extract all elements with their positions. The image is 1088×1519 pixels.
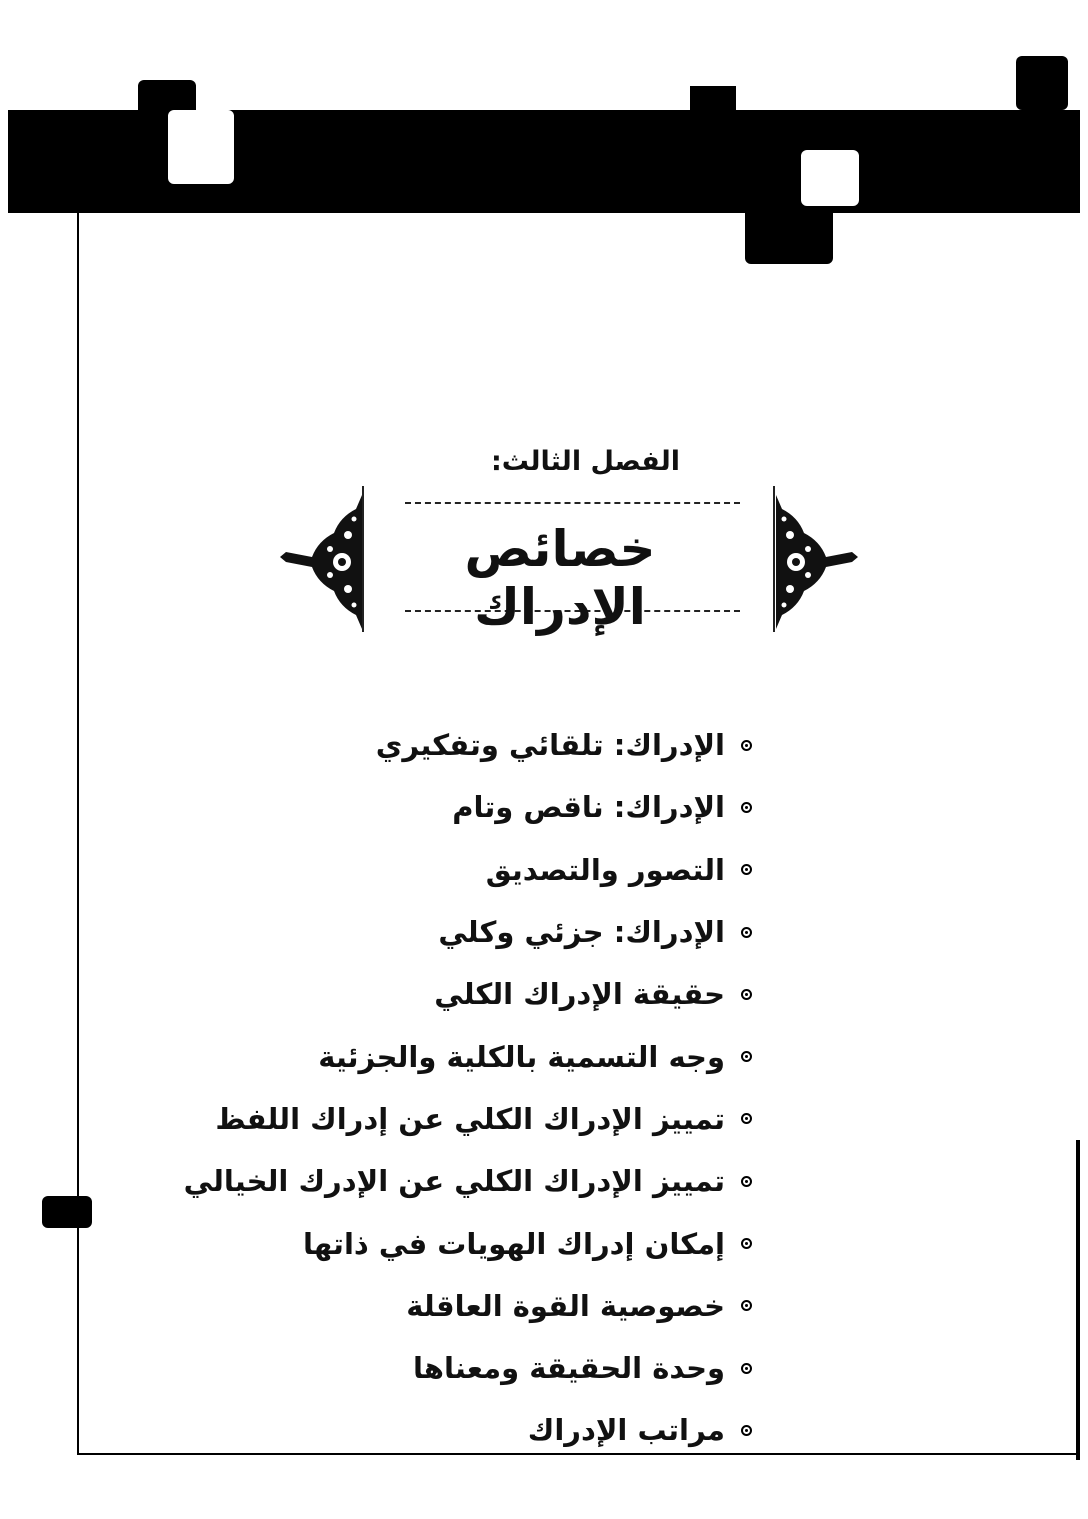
- list-item: الإدراك: تلقائي وتفكيري: [184, 714, 752, 776]
- list-item: وجه التسمية بالكلية والجزئية: [184, 1025, 752, 1087]
- ornament-right-icon: [774, 495, 860, 629]
- bullet-icon: [741, 1300, 752, 1311]
- bullet-icon: [741, 989, 752, 1000]
- list-item: تمييز الإدراك الكلي عن الإدرك الخيالي: [184, 1150, 752, 1212]
- list-item: التصور والتصديق: [184, 839, 752, 901]
- list-item: الإدراك: جزئي وكلي: [184, 901, 752, 963]
- bullet-icon: [741, 1113, 752, 1124]
- ornament-left-icon: [278, 495, 364, 629]
- side-tab-marker: [42, 1196, 92, 1228]
- chapter-title: خصائص الإدراك: [464, 520, 656, 636]
- bullet-icon: [741, 864, 752, 875]
- frame-left-line: [77, 212, 79, 1455]
- bullet-icon: [741, 927, 752, 938]
- list-item: مراتب الإدراك: [184, 1399, 752, 1461]
- frame-right-mark: [1076, 1140, 1080, 1460]
- list-item: تمييز الإدراك الكلي عن إدراك اللفظ: [184, 1088, 752, 1150]
- list-item: الإدراك: ناقص وتام: [184, 776, 752, 838]
- bullet-icon: [741, 740, 752, 751]
- list-item: إمكان إدراك الهويات في ذاتها: [184, 1212, 752, 1274]
- bullet-icon: [741, 802, 752, 813]
- bullet-icon: [741, 1051, 752, 1062]
- bullet-icon: [741, 1425, 752, 1436]
- list-item: وحدة الحقيقة ومعناها: [184, 1337, 752, 1399]
- topic-list: [184, 714, 752, 1462]
- list-item: خصوصية القوة العاقلة: [184, 1275, 752, 1337]
- chapter-label: الفصل الثالث:: [491, 446, 680, 477]
- bullet-icon: [741, 1238, 752, 1249]
- list-item: حقيقة الإدراك الكلي: [184, 963, 752, 1025]
- bullet-icon: [741, 1176, 752, 1187]
- bullet-icon: [741, 1363, 752, 1374]
- title-top-dashes: [405, 502, 740, 504]
